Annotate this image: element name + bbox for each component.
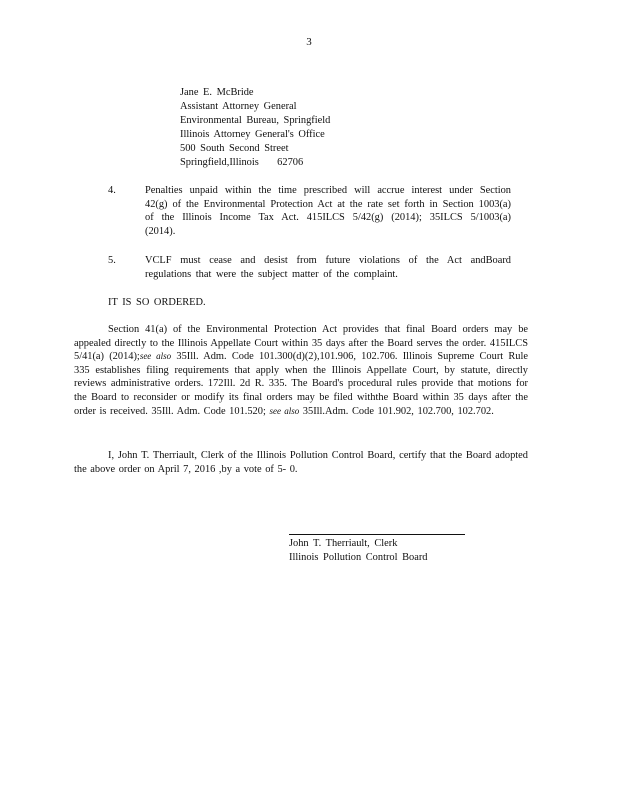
- address-bureau: Environmental Bureau, Springfield: [180, 115, 331, 126]
- address-city: Springfield,Illinois 62706: [180, 157, 304, 168]
- appeal-text: Section 41(a) of the Environmental Protection Act provides that final Board orders may be appealed directly to the Illinois Appellate Court within 35 days after the Board serves the order. 415ILCS 5/41(a) (2014);: [74, 324, 528, 363]
- item-text: VCLF must cease and desist from future violations of the Act andBoard regulations that were the subject matter of the complaint.: [145, 255, 511, 280]
- see-also-signal: see also: [139, 351, 172, 362]
- see-also-signal: see also: [269, 405, 300, 416]
- address-office: Illinois Attorney General's Office: [180, 129, 325, 140]
- order-statement: IT IS SO ORDERED.: [108, 297, 206, 308]
- address-name: Jane E. McBride: [180, 87, 254, 98]
- page-number: 3: [306, 36, 312, 48]
- certification-paragraph: I, John T. Therriault, Clerk of the Illinois Pollution Control Board, certify that the Board adopted the above order on April 7, 2016 ,by a vote of 5- 0.: [74, 450, 528, 475]
- appeal-text: 35Ill.Adm. Code 101.902, 102.700, 102.702.: [299, 405, 494, 417]
- signature-block: [289, 537, 428, 565]
- address-street: 500 South Second Street: [180, 143, 289, 154]
- appeal-paragraph: [74, 323, 528, 418]
- item-text: Penalties unpaid within the time prescribed will accrue interest under Section 42(g) of the Environmental Protection Act at the rate set forth in Section 1003(a) of the Illinois Income Tax Act. 415ILCS 5/42(g) (2014); 35ILCS 5/1003(a) (2014).: [145, 185, 511, 237]
- item-number: 5.: [108, 255, 116, 266]
- signature-org: Illinois Pollution Control Board: [289, 552, 428, 563]
- appeal-text: 35Ill. Adm. Code 101.300(d)(2),101.906, 102.706. Illinois Supreme Court Rule 335 establishes filing requirements that apply when the Illinois Appellate Court, by statute, directly reviews administrative orders. 172Ill. 2d R. 335. The Board's procedural rules provide that motions for the Board to reconsider or modify its final orders may be filed withthe Board within 35 days after the order is received. 35Ill. Adm. Code 101.520;: [74, 351, 528, 417]
- address-block: [180, 86, 330, 170]
- item-number: 4.: [108, 185, 116, 196]
- signature-name: John T. Therriault, Clerk: [289, 538, 398, 549]
- signature-line: [289, 534, 465, 535]
- address-title: Assistant Attorney General: [180, 101, 297, 112]
